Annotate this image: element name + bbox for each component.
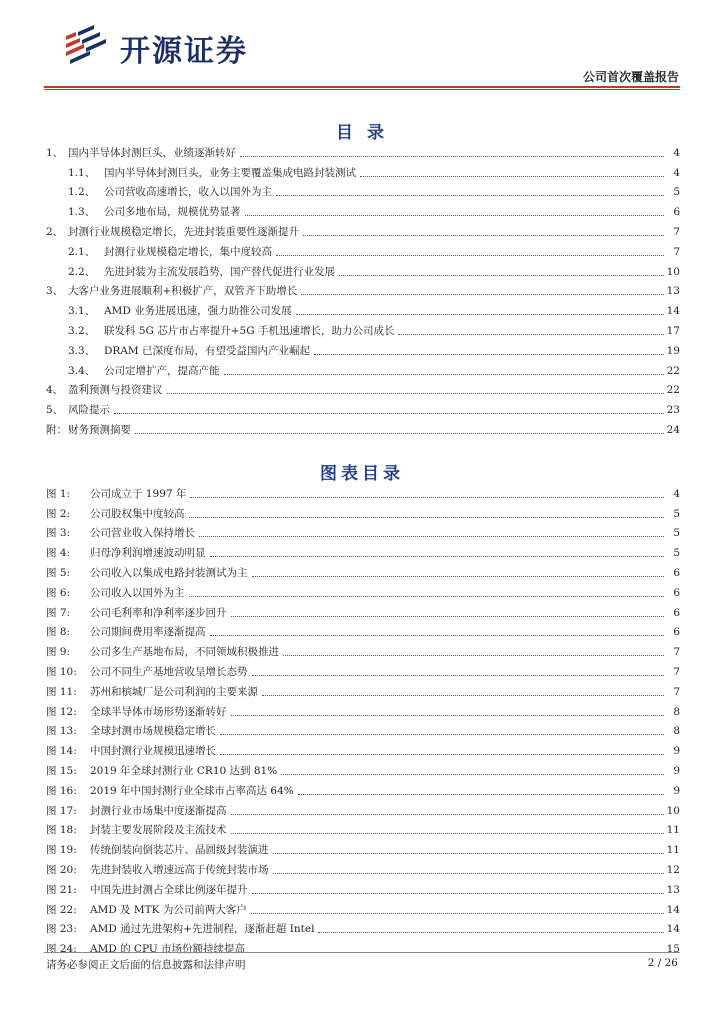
dot-leader bbox=[210, 555, 665, 557]
toc-entry[interactable] bbox=[46, 298, 680, 318]
figure-entry-number: 图 5: bbox=[46, 566, 71, 579]
figure-entry-title: 公司毛利率和净利率逐步回升 bbox=[90, 606, 227, 619]
toc-entry[interactable] bbox=[46, 338, 680, 358]
toc-entry-title: 公司多地布局，规模优势显著 bbox=[104, 206, 241, 219]
toc-entry-page: 4 bbox=[673, 146, 680, 159]
toc-entry-number: 3.1、 bbox=[68, 305, 96, 318]
dot-leader bbox=[276, 254, 664, 256]
dot-leader bbox=[281, 773, 664, 775]
dot-leader bbox=[283, 654, 664, 656]
dot-leader bbox=[167, 392, 665, 394]
toc-entry-title: 联发科 5G 芯片市占率提升+5G 手机迅速增长，助力公司成长 bbox=[104, 324, 395, 337]
dot-leader bbox=[220, 753, 664, 755]
toc-entry-title: 公司营收高速增长，收入以国外为主 bbox=[104, 186, 272, 199]
figure-entry-number: 图 19: bbox=[46, 844, 77, 857]
toc-entry-title: 封测行业规模稳定增长，先进封装重要性逐渐提升 bbox=[68, 225, 299, 238]
figure-entry-title: 公司股权集中度较高 bbox=[90, 507, 185, 520]
toc-entry-page: 7 bbox=[673, 245, 680, 258]
figure-entry-title: AMD 及 MTK 为公司前两大客户 bbox=[90, 903, 247, 916]
figure-entry-page: 13 bbox=[666, 883, 680, 896]
figure-entry-page: 7 bbox=[673, 665, 680, 678]
figure-entry-number: 图 13: bbox=[46, 725, 77, 738]
figure-entry-title: 公司成立于 1997 年 bbox=[90, 487, 187, 500]
toc-entry-title: 大客户业务进展顺利+积极扩产，双管齐下助增长 bbox=[68, 285, 298, 298]
brand-name: 开源证券 bbox=[120, 34, 248, 69]
dot-leader bbox=[273, 852, 665, 854]
figure-entry-number: 图 11: bbox=[46, 685, 77, 698]
figure-entry-page: 15 bbox=[666, 943, 680, 956]
toc-entry[interactable] bbox=[46, 160, 680, 180]
figure-entry-page: 9 bbox=[673, 745, 680, 758]
toc-entry-page: 23 bbox=[666, 404, 680, 417]
figure-entry-number: 图 10: bbox=[46, 665, 77, 678]
dot-leader bbox=[314, 353, 664, 355]
toc-entry-page: 14 bbox=[666, 305, 680, 318]
figure-entry[interactable] bbox=[46, 897, 680, 917]
figure-entry-page: 11 bbox=[666, 844, 680, 857]
figure-entry-page: 9 bbox=[673, 784, 680, 797]
figure-entry-page: 14 bbox=[666, 923, 680, 936]
toc-entry-title: 封测行业规模稳定增长，集中度较高 bbox=[104, 245, 272, 258]
page-number: 2 / 26 bbox=[647, 957, 678, 969]
toc-entry[interactable] bbox=[46, 140, 680, 160]
toc-entry-number: 3.3、 bbox=[68, 344, 96, 357]
toc-entry-page: 13 bbox=[666, 285, 680, 298]
figure-entry[interactable] bbox=[46, 837, 680, 857]
figure-entry-title: 中国封测行业规模迅速增长 bbox=[90, 745, 216, 758]
dot-leader bbox=[398, 333, 664, 335]
figure-entry-title: 2019 年中国封测行业全球市占率高达 64% bbox=[90, 784, 294, 797]
toc-entry-number: 2、 bbox=[46, 225, 64, 238]
figure-entry[interactable] bbox=[46, 481, 680, 501]
figure-entry-number: 图 3: bbox=[46, 527, 71, 540]
figure-entry-page: 6 bbox=[673, 606, 680, 619]
toc-entry-number: 3.2、 bbox=[68, 324, 96, 337]
figure-entry-title: AMD 通过先进架构+先进制程，逐渐赶超 Intel bbox=[90, 923, 315, 936]
dot-leader bbox=[252, 575, 665, 577]
figure-entry-title: 公司收入以国外为主 bbox=[90, 586, 185, 599]
toc-entry-number: 1.1、 bbox=[68, 166, 96, 179]
figure-entry-title: 全球封测市场规模稳定增长 bbox=[90, 725, 216, 738]
figure-entry[interactable] bbox=[46, 580, 680, 600]
figure-entry-number: 图 21: bbox=[46, 883, 77, 896]
toc-entry-page: 19 bbox=[666, 344, 680, 357]
figure-entry[interactable] bbox=[46, 540, 680, 560]
toc-entry-number: 1.3、 bbox=[68, 206, 96, 219]
figure-entry-page: 10 bbox=[666, 804, 680, 817]
header-divider bbox=[44, 86, 680, 88]
figure-entry-title: 传统倒装向倒装芯片、晶圆级封装演进 bbox=[90, 844, 269, 857]
toc-entry-title: 先进封装为主流发展趋势，国产替代促进行业发展 bbox=[104, 265, 335, 278]
figure-entry-title: 中国先进封测占全球比例逐年提升 bbox=[90, 883, 248, 896]
figure-entry-title: 公司多生产基地布局，不同领域积极推进 bbox=[90, 646, 279, 659]
toc-entry[interactable] bbox=[46, 397, 680, 417]
toc-entry[interactable] bbox=[46, 378, 680, 398]
toc-entry-title: 财务预测摘要 bbox=[68, 423, 131, 436]
toc-entry-title: AMD 业务进展迅速，强力助推公司发展 bbox=[104, 305, 292, 318]
toc-entry-title: 风险提示 bbox=[68, 404, 110, 417]
dot-leader bbox=[262, 694, 664, 696]
toc-entry-page: 4 bbox=[673, 166, 680, 179]
figure-entry[interactable] bbox=[46, 857, 680, 877]
dot-leader bbox=[231, 615, 665, 617]
dot-leader bbox=[318, 931, 664, 933]
figure-entry[interactable] bbox=[46, 639, 680, 659]
figure-entry-title: 封测行业市场集中度逐渐提高 bbox=[90, 804, 227, 817]
figure-entry[interactable] bbox=[46, 560, 680, 580]
figure-entry-title: 归母净利润增速波动明显 bbox=[90, 547, 206, 560]
toc-entry[interactable] bbox=[46, 417, 680, 437]
dot-leader bbox=[245, 214, 665, 216]
dot-leader bbox=[224, 373, 665, 375]
toc-entry-page: 22 bbox=[666, 364, 680, 377]
toc-entry-title: 公司定增扩产，提高产能 bbox=[104, 364, 220, 377]
disclaimer-note: 请务必参阅正文后面的信息披露和法律声明 bbox=[46, 959, 246, 971]
toc-entry-page: 7 bbox=[673, 225, 680, 238]
figure-entry-number: 图 9: bbox=[46, 646, 71, 659]
toc-entry-page: 5 bbox=[673, 186, 680, 199]
figure-entry-number: 图 12: bbox=[46, 705, 77, 718]
figure-entry-page: 7 bbox=[673, 685, 680, 698]
toc-entry[interactable] bbox=[46, 199, 680, 219]
toc-entry-number: 1.2、 bbox=[68, 186, 96, 199]
dot-leader bbox=[220, 733, 664, 735]
brand-logo bbox=[60, 22, 290, 70]
toc-entry-title: DRAM 已深度布局，有望受益国内产业崛起 bbox=[104, 344, 310, 357]
figures-title: 图表目录 bbox=[320, 464, 404, 484]
figure-entry-number: 图 17: bbox=[46, 804, 77, 817]
figure-entry[interactable] bbox=[46, 659, 680, 679]
figure-entry-title: 公司营业收入保持增长 bbox=[90, 527, 195, 540]
figure-entry-page: 6 bbox=[673, 586, 680, 599]
figure-entry-page: 9 bbox=[673, 764, 680, 777]
figure-entry-page: 11 bbox=[666, 824, 680, 837]
figure-entry-page: 12 bbox=[666, 863, 680, 876]
figure-entry[interactable] bbox=[46, 600, 680, 620]
figure-entry-page: 4 bbox=[673, 487, 680, 500]
toc-entry-title: 国内半导体封测巨头，业务主要覆盖集成电路封装测试 bbox=[104, 166, 356, 179]
toc-entry-title: 国内半导体封测巨头，业绩逐渐转好 bbox=[68, 146, 236, 159]
figure-entry[interactable] bbox=[46, 501, 680, 521]
figure-entry[interactable] bbox=[46, 917, 680, 937]
dot-leader bbox=[296, 313, 664, 315]
dot-leader bbox=[210, 634, 665, 636]
header-divider-thin bbox=[44, 89, 680, 90]
figure-entry-page: 6 bbox=[673, 626, 680, 639]
figure-entry[interactable] bbox=[46, 738, 680, 758]
dot-leader bbox=[276, 194, 664, 196]
dot-leader bbox=[360, 175, 664, 177]
dot-leader bbox=[252, 674, 665, 676]
figure-entry-page: 5 bbox=[673, 507, 680, 520]
figure-entry-number: 图 18: bbox=[46, 824, 77, 837]
toc-entry-number: 4、 bbox=[46, 384, 64, 397]
toc-entry[interactable] bbox=[46, 318, 680, 338]
figure-entry-page: 14 bbox=[666, 903, 680, 916]
dot-leader bbox=[301, 293, 664, 295]
toc-entry-page: 22 bbox=[666, 384, 680, 397]
dot-leader bbox=[189, 595, 665, 597]
figure-entry[interactable] bbox=[46, 758, 680, 778]
figure-entry-number: 图 23: bbox=[46, 923, 77, 936]
toc-entry[interactable] bbox=[46, 239, 680, 259]
dot-leader bbox=[231, 714, 665, 716]
toc-entry[interactable] bbox=[46, 279, 680, 299]
dot-leader bbox=[135, 432, 664, 434]
figure-entry-title: 公司不同生产基地营收呈增长态势 bbox=[90, 665, 248, 678]
figure-entry-number: 图 22: bbox=[46, 903, 77, 916]
figure-entry[interactable] bbox=[46, 699, 680, 719]
toc-entry-page: 6 bbox=[673, 206, 680, 219]
figure-entry[interactable] bbox=[46, 936, 680, 956]
toc-entry[interactable] bbox=[46, 358, 680, 378]
figure-entry-title: 封装主要发展阶段及主流技术 bbox=[90, 824, 227, 837]
figure-entry[interactable] bbox=[46, 521, 680, 541]
toc-entry-number: 2.1、 bbox=[68, 245, 96, 258]
figure-list bbox=[46, 481, 680, 956]
figure-entry-title: 公司收入以集成电路封装测试为主 bbox=[90, 566, 248, 579]
figure-entry-number: 图 6: bbox=[46, 586, 71, 599]
dot-leader bbox=[240, 155, 664, 157]
figure-entry[interactable] bbox=[46, 877, 680, 897]
figure-entry-number: 图 14: bbox=[46, 745, 77, 758]
dot-leader bbox=[303, 234, 664, 236]
figure-entry-number: 图 24: bbox=[46, 943, 77, 956]
dot-leader bbox=[298, 793, 664, 795]
dot-leader bbox=[231, 813, 665, 815]
figure-entry-number: 图 2: bbox=[46, 507, 71, 520]
figure-entry-number: 图 1: bbox=[46, 487, 71, 500]
footer-divider bbox=[44, 952, 680, 953]
toc-entry-page: 17 bbox=[666, 324, 680, 337]
toc-entry-number: 附： bbox=[46, 423, 67, 436]
dot-leader bbox=[339, 274, 664, 276]
toc-entry-page: 24 bbox=[666, 423, 680, 436]
figure-entry-page: 5 bbox=[673, 547, 680, 560]
figure-entry[interactable] bbox=[46, 679, 680, 699]
toc-entry[interactable] bbox=[46, 219, 680, 239]
toc-entry-number: 5、 bbox=[46, 404, 64, 417]
toc-title: 目 录 bbox=[336, 123, 388, 143]
figure-entry-number: 图 16: bbox=[46, 784, 77, 797]
figure-entry-page: 8 bbox=[673, 725, 680, 738]
figure-entry[interactable] bbox=[46, 798, 680, 818]
dot-leader bbox=[199, 535, 664, 537]
report-type-label: 公司首次覆盖报告 bbox=[582, 70, 679, 84]
toc-entry[interactable] bbox=[46, 180, 680, 200]
figure-entry-page: 6 bbox=[673, 566, 680, 579]
toc-entry-number: 2.2、 bbox=[68, 265, 96, 278]
figure-entry-title: AMD 的 CPU 市场份额持续提高 bbox=[90, 943, 246, 956]
figure-entry-page: 5 bbox=[673, 527, 680, 540]
toc-entry-number: 3、 bbox=[46, 285, 64, 298]
figure-entry[interactable] bbox=[46, 620, 680, 640]
figure-entry-title: 公司期间费用率逐渐提高 bbox=[90, 626, 206, 639]
dot-leader bbox=[252, 892, 665, 894]
dot-leader bbox=[273, 872, 665, 874]
figure-entry-title: 苏州和槟城厂是公司利润的主要来源 bbox=[90, 685, 258, 698]
figure-entry[interactable] bbox=[46, 778, 680, 798]
brand-logo-icon bbox=[60, 22, 114, 70]
figure-entry[interactable] bbox=[46, 719, 680, 739]
dot-leader bbox=[114, 412, 664, 414]
toc-entry-number: 3.4、 bbox=[68, 364, 96, 377]
figure-entry-number: 图 7: bbox=[46, 606, 71, 619]
toc-entry[interactable] bbox=[46, 259, 680, 279]
table-of-contents bbox=[46, 140, 680, 437]
toc-entry-page: 10 bbox=[666, 265, 680, 278]
toc-entry-title: 盈利预测与投资建议 bbox=[68, 384, 163, 397]
figure-entry-title: 先进封装收入增速远高于传统封装市场 bbox=[90, 863, 269, 876]
dot-leader bbox=[231, 832, 665, 834]
figure-entry-page: 8 bbox=[673, 705, 680, 718]
figure-entry-page: 7 bbox=[673, 646, 680, 659]
figure-entry-number: 图 20: bbox=[46, 863, 77, 876]
page-header bbox=[0, 0, 724, 90]
figure-entry-title: 全球半导体市场形势逐渐转好 bbox=[90, 705, 227, 718]
dot-leader bbox=[251, 912, 664, 914]
dot-leader bbox=[189, 516, 665, 518]
figure-entry-number: 图 8: bbox=[46, 626, 71, 639]
figure-entry[interactable] bbox=[46, 818, 680, 838]
figure-entry-title: 2019 年全球封测行业 CR10 达到 81% bbox=[90, 764, 278, 777]
dot-leader bbox=[190, 496, 664, 498]
figure-entry-number: 图 4: bbox=[46, 547, 71, 560]
figure-entry-number: 图 15: bbox=[46, 764, 77, 777]
toc-entry-number: 1、 bbox=[46, 146, 64, 159]
